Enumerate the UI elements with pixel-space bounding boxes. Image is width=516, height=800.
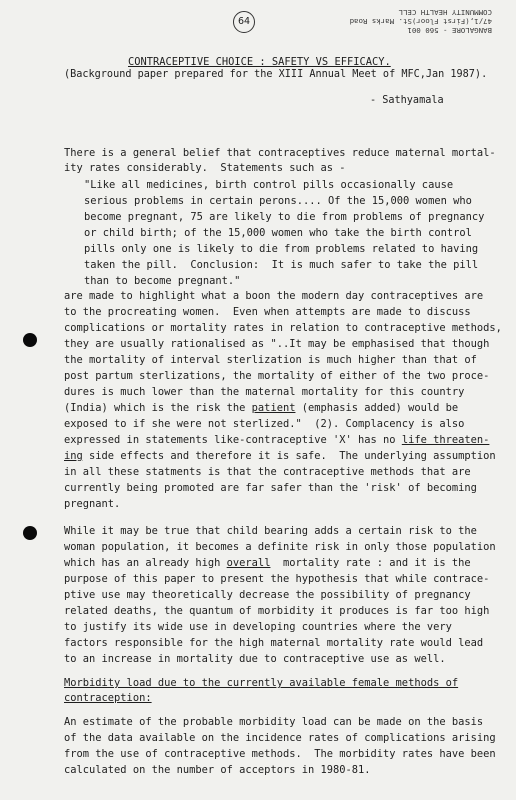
- stamp-line: BANGALORE - 560 001: [407, 26, 492, 35]
- paragraph-line: post partum sterlizations, the mortality of either of the two proce-: [64, 370, 490, 382]
- emphasized-word: overall: [226, 557, 271, 569]
- text-run: (emphasis added) would be: [295, 402, 459, 414]
- emphasized-word: ing: [64, 450, 83, 462]
- section-heading: contraception:: [64, 692, 152, 704]
- paragraph-line: woman population, it becomes a definite risk in only those population: [64, 541, 496, 553]
- paragraph-line: ity rates considerably. Statements such as -: [64, 162, 346, 174]
- paragraph-line: complications or mortality rates in relation to contraceptive methods,: [64, 322, 502, 334]
- text-run: mortality rate : and it is the: [270, 557, 471, 569]
- paragraph-line: dures is much lower than the maternal mortality for this country: [64, 386, 465, 398]
- paragraph-line: [64, 450, 496, 462]
- author-name: - Sathyamala: [370, 95, 444, 106]
- punch-hole: [23, 333, 37, 347]
- quote-line: taken the pill. Conclusion: It is much safer to take the pill: [84, 259, 479, 271]
- paragraph-line: to the procreating women. Even when attempts are made to discuss: [64, 306, 471, 318]
- paragraph-line: While it may be true that child bearing adds a certain risk to the: [64, 525, 477, 537]
- paragraph-line: related deaths, the quantum of morbidity it produces is far too high: [64, 605, 490, 617]
- section-heading: Morbidity load due to the currently available female methods of: [64, 677, 459, 689]
- paragraph-line: calculated on the number of acceptors in 1980-81.: [64, 764, 371, 776]
- page-number: 64: [233, 11, 255, 33]
- paragraph-line: currently being promoted are far safer than the 'risk' of becoming: [64, 482, 477, 494]
- paragraph-line: to an increase in mortality due to contraceptive use as well.: [64, 653, 446, 665]
- paragraph-line: [64, 434, 489, 446]
- document-subtitle: (Background paper prepared for the XIII Annual Meet of MFC,Jan 1987).: [64, 69, 488, 80]
- paragraph-line: [64, 557, 471, 569]
- paragraph-line: are made to highlight what a boon the modern day contraceptives are: [64, 290, 484, 302]
- emphasized-word: life threaten-: [401, 434, 490, 446]
- emphasized-word: patient: [251, 402, 296, 414]
- text-run: side effects and therefore it is safe. The underlying assumption: [82, 450, 496, 462]
- paragraph-line: exposed to if she were not sterlized." (2). Complacency is also: [64, 418, 465, 430]
- paragraph-line: they are usually rationalised as "..It may be emphasised that though: [64, 338, 490, 350]
- stamp-line: 47/1,(First Floor)St. Marks Road: [349, 17, 492, 26]
- paragraph-line: from the use of contraceptive methods. The morbidity rates have been: [64, 748, 496, 760]
- quote-line: than to become pregnant.": [84, 275, 241, 287]
- paragraph-line: There is a general belief that contraceptives reduce maternal mortal-: [64, 147, 496, 159]
- text-run: (India) which is the risk the: [64, 402, 252, 414]
- stamp-line: COMMUNITY HEALTH CELL: [398, 8, 492, 17]
- paragraph-line: to justify its wide use in developing countries where the very: [64, 621, 452, 633]
- quote-line: "Like all medicines, birth control pills occasionally cause: [84, 179, 454, 191]
- quote-line: become pregnant, 75 are likely to die from problems of pregnancy: [84, 211, 485, 223]
- paragraph-line: factors responsible for the high maternal mortality rate would lead: [64, 637, 484, 649]
- paragraph-line: pregnant.: [64, 498, 121, 510]
- quote-line: pills only one is likely to die from problems related to having: [84, 243, 479, 255]
- text-run: which has an already high: [64, 557, 227, 569]
- document-title: CONTRACEPTIVE CHOICE : SAFETY VS EFFICACY.: [128, 56, 391, 68]
- quote-line: or child birth; of the 15,000 women who take the birth control: [84, 227, 472, 239]
- library-stamp: [292, 8, 492, 35]
- text-run: expressed in statements like-contraceptive 'X' has no: [64, 434, 402, 446]
- paragraph-line: An estimate of the probable morbidity load can be made on the basis: [64, 716, 484, 728]
- paragraph-line: ptive use may theoretically decrease the possibility of pregnancy: [64, 589, 471, 601]
- paragraph-line: in all these statments is that the contraceptive methods that are: [64, 466, 471, 478]
- paragraph-line: the mortality of interval sterlization is much higher than that of: [64, 354, 477, 366]
- paragraph-line: of the data available on the incidence rates of complications arising: [64, 732, 496, 744]
- paragraph-line: [64, 402, 458, 414]
- punch-hole: [23, 526, 37, 540]
- quote-line: serious problems in certain perons.... Of the 15,000 women who: [84, 195, 472, 207]
- paragraph-line: purpose of this paper to present the hypothesis that while contrace-: [64, 573, 490, 585]
